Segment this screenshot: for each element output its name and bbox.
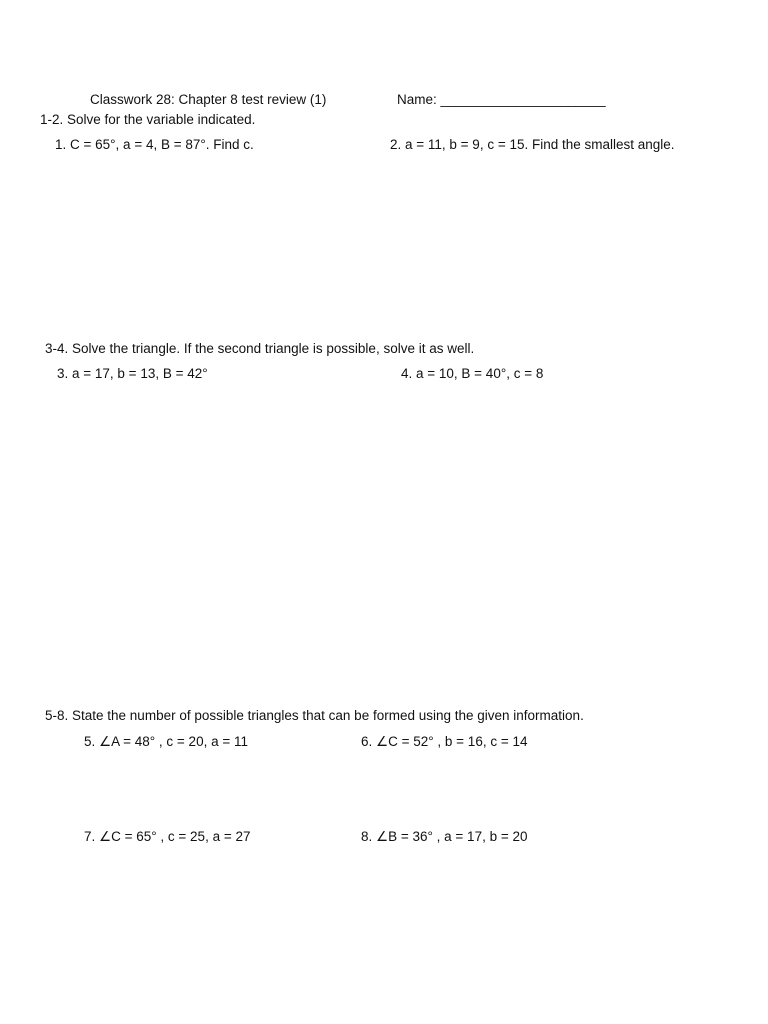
name-field-label: Name: ______________________ xyxy=(397,92,606,107)
problem-5: 5. ∠A = 48° , c = 20, a = 11 xyxy=(84,734,248,749)
section-heading-1-2: 1-2. Solve for the variable indicated. xyxy=(40,112,256,127)
section-heading-5-8: 5-8. State the number of possible triangles that can be formed using the given information. xyxy=(45,708,584,723)
problem-6: 6. ∠C = 52° , b = 16, c = 14 xyxy=(361,734,528,749)
section-heading-3-4: 3-4. Solve the triangle. If the second triangle is possible, solve it as well. xyxy=(45,341,475,356)
problem-3: 3. a = 17, b = 13, B = 42° xyxy=(57,366,208,381)
problem-1: 1. C = 65°, a = 4, B = 87°. Find c. xyxy=(55,137,254,152)
problem-2: 2. a = 11, b = 9, c = 15. Find the smallest angle. xyxy=(390,137,675,152)
problem-4: 4. a = 10, B = 40°, c = 8 xyxy=(401,366,544,381)
problem-8: 8. ∠B = 36° , a = 17, b = 20 xyxy=(361,829,528,844)
problem-7: 7. ∠C = 65° , c = 25, a = 27 xyxy=(84,829,251,844)
worksheet-title: Classwork 28: Chapter 8 test review (1) xyxy=(90,92,327,107)
